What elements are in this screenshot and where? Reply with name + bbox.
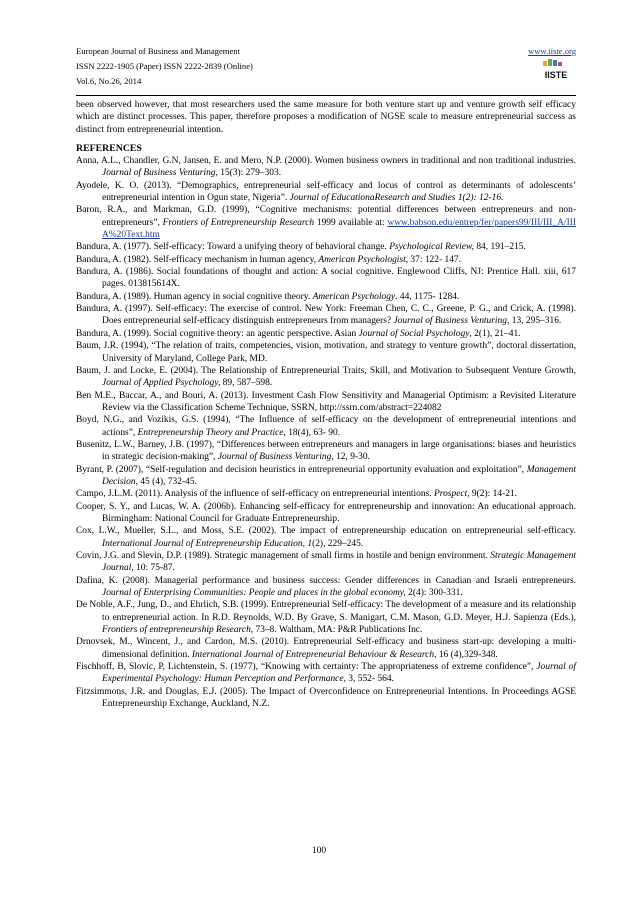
reference-details: , 3, 552- 564.	[343, 674, 394, 685]
reference-text: Bandura, A. (1986). Social foundations of thought and action: A social cognitive. Englewood Cliffs, NJ: Prentice Hall. xiii, 617 pages. 013815614X.	[76, 267, 576, 290]
reference-source: International Journal of Entrepreneurial Behaviour & Research	[191, 649, 435, 660]
reference-source: Journal of Business Venturing	[217, 452, 332, 463]
volume-line: Vol.6, No.26, 2014	[76, 76, 142, 86]
reference-details: , 13, 295–316.	[507, 316, 562, 327]
intro-paragraph: been observed however, that most researchers used the same measure for both venture start up and venture growth self efficacy which are distinct processes. This paper, therefore proposes a modification of NGSE scale to measure entrepreneurial success as distinct from entrepreneurial intention.	[76, 100, 576, 135]
reference-text: Covin, J.G. and Slevin, D.P. (1989). Strategic management of small firms in hostile and benign environment.	[76, 551, 491, 561]
reference-text: Cox, L.W., Mueller, S.L., and Moss, S.E. (2002). The impact of entrepreneurship education on entrepreneurial self-efficacy.	[76, 526, 576, 537]
page-header	[76, 44, 576, 89]
reference-text: Bandura, A. (1977). Self-efficacy: Toward a unifying theory of behavioral change.	[76, 242, 390, 253]
reference-details: , 37: 122- 147.	[405, 254, 462, 265]
reference-entry	[76, 155, 576, 180]
reference-entry	[76, 365, 576, 390]
reference-text: Byrant, P. (2007), “Self-regulation and decision heuristics in entrepreneurial opportunity evaluation and exploitation”,	[76, 464, 527, 475]
reference-entry	[76, 439, 576, 464]
reference-source: Psychological Review,	[389, 242, 474, 253]
reference-text: Fitzsimmons, J.R. and Douglas, E.J. (2005). The Impact of Overconfidence on Entrepreneurial Intentions. In Proceedings AGSE Entrepreneurship Exchange, Auckland, N.Z.	[76, 686, 576, 710]
reference-entry	[76, 180, 576, 205]
page-number: 100	[311, 846, 327, 856]
reference-source: Journal of Enterprising Communities: People and places in the global economy,	[102, 588, 406, 599]
reference-entry	[76, 254, 576, 266]
reference-text: Busenitz, L.W., Barney, J.B. (1997), “Differences between entrepreneurs and managers in large organisations: biases and heuristics in strategic decision-making”,	[76, 439, 576, 463]
reference-source: Entrepreneurship Theory and Practice	[137, 427, 284, 438]
reference-details: , 73–8. Waltham, MA: P&R Publications Inc.	[250, 625, 423, 636]
reference-source: Journal of Experimental Psychology: Human Perception and Performance	[102, 662, 577, 685]
reference-text: Anna, A.L., Chandler, G.N, Jansen, E. and Mero, N.P. (2000). Women business owners in traditional and non traditional industries.	[76, 156, 576, 166]
reference-entry	[76, 686, 576, 711]
reference-details: 15(3): 279–303.	[217, 168, 282, 179]
reference-entry	[76, 303, 576, 328]
reference-entry	[76, 464, 576, 489]
reference-entry	[76, 266, 576, 291]
references-list	[76, 155, 576, 710]
reference-text: Drnovsek, M., Wincent, J., and Cardon, M.S. (2010). Entrepreneurial Self-efficacy and business start-up: developing a multi-dimensional definition.	[76, 637, 576, 660]
reference-entry	[76, 414, 576, 439]
reference-source: Frontiers of entrepreneurship Research	[102, 625, 251, 636]
reference-entry	[76, 291, 576, 303]
issn-line: ISSN 2222-1905 (Paper) ISSN 2222-2839 (Online)	[76, 61, 253, 71]
reference-entry	[76, 340, 576, 365]
reference-details: , 45 (4), 732-45.	[135, 476, 197, 487]
iiste-logo-icon	[538, 58, 574, 84]
reference-text: Bandura, A. (1997). Self-efficacy: The exercise of control. New York: Freeman Chen, C. C., Greene, P. G., and Crick, A. (1998). Does entrepreneurial self-efficacy distinguish entrepreneurs from managers?	[76, 304, 576, 327]
reference-details: . 44, 1175- 1284.	[395, 291, 460, 302]
reference-text: Fischhoff, B, Slovic, P, Lichtenstein, S. (1977), “Knowing with certainty: The appropriateness of extreme confidence”,	[76, 662, 537, 673]
reference-details: 89, 587–598.	[220, 378, 273, 389]
reference-details: , 16 (4),329-348.	[434, 649, 498, 660]
reference-source: Frontiers of Entrepreneurship Research	[162, 217, 315, 228]
reference-text: Baum, J. and Locke, E. (2004). The Relationship of Entrepreneurial Traits, Skill, and Motivation to Subsequent Venture Growth,	[76, 365, 576, 376]
journal-url-link[interactable]: www.iiste.org	[528, 46, 576, 56]
reference-details: 10: 75-87.	[133, 563, 175, 574]
reference-entry	[76, 204, 576, 241]
reference-text: Bandura, A. (1999). Social cognitive theory: an agentic perspective. Asian	[76, 328, 359, 339]
reference-source: Journal of Business Venturing,	[102, 168, 218, 179]
journal-name: European Journal of Business and Management	[76, 46, 240, 56]
reference-entry	[76, 599, 576, 636]
reference-text: Boyd, N.G., and Vozikis, G.S. (1994), “The Influence of self-efficacy on the development of entrepreneurial intentions and actions”,	[76, 415, 576, 438]
reference-details: , 12, 9-30.	[331, 452, 370, 463]
reference-entry	[76, 661, 576, 686]
reference-text: Baum, J.R. (1994), “The relation of traits, competencies, vision, motivation, and strategy to venture growth”, doctoral dissertation, University of Maryland, College Park, MD.	[76, 341, 576, 364]
reference-source: International Journal of Entrepreneurship Education, 1	[102, 538, 313, 549]
reference-source: American Psychology	[312, 291, 396, 302]
reference-details: , 18(4), 63- 90.	[283, 427, 341, 438]
reference-text: Bandura, A. (1982). Self-efficacy mechanism in human agency,	[76, 254, 319, 265]
reference-text: Dafina, K. (2008). Managerial performance and business success: Gender differences in Canadian and Israeli entrepreneurs.	[76, 575, 576, 586]
reference-entry	[76, 636, 576, 661]
reference-text: Campo, J.L.M. (2011). Analysis of the influence of self-efficacy on entrepreneurial intentions.	[76, 489, 434, 500]
reference-text: Baron, R.A., and Markman, G.D. (1999), “Cognitive mechanisms: potential differences between entrepreneurs and non-entrepreneurs”,	[76, 205, 576, 228]
reference-source: Journal of EducationaResearch and Studies 1(2): 12-16.	[289, 193, 504, 204]
reference-source: Management Decision	[102, 464, 576, 487]
reference-source: American Psychologist	[318, 254, 406, 265]
reference-text: De Noble, A.F., Jung, D., and Ehrlich, S.B. (1999). Entrepreneurial Self-efficacy: The development of a measure and its relationship to entrepreneurial action. In R.D. Reynolds, W.D. By Grave, S. Manigart, C.M. Mason, G.D. Meyer, H.J. Sapienza (Eds.),	[76, 600, 576, 623]
reference-entry	[76, 241, 576, 253]
reference-details: 84, 191–215.	[473, 242, 526, 253]
reference-text: Ben M.E., Baccar, A., and Bouri, A. (2013). Investment Cash Flow Sensitivity and Managerial Optimism: a Revisited Literature Review via the Classification Scheme Technique, SSRN, http://ssrn.com/abstract=224082	[76, 390, 576, 413]
reference-source: Journal of Business Venturing	[393, 316, 507, 327]
reference-text: Bandura, A. (1989). Human agency in social cognitive theory.	[76, 291, 313, 302]
reference-entry	[76, 575, 576, 600]
reference-link[interactable]: www.babson.edu/entrep/fer/papers99/III/III_A/IIIA%20Text.htm	[102, 217, 576, 241]
reference-entry	[76, 550, 576, 575]
reference-details: 9(2): 14-21.	[469, 489, 518, 500]
header-rule	[76, 95, 576, 96]
reference-source: Prospect,	[434, 489, 470, 500]
reference-entry	[76, 501, 576, 526]
references-heading: REFERENCES	[76, 143, 142, 154]
reference-entry	[76, 525, 576, 550]
reference-details: (2), 229–245.	[312, 538, 364, 549]
reference-source: Strategic Management Journal,	[102, 551, 576, 574]
reference-text: Ayodele, K. O. (2013). “Demographics, entrepreneurial self-efficacy and locus of control as determinants of adolescents’ entrepreneurial intention in Ogun state, Nigeria”.	[76, 180, 576, 204]
reference-details: 2(4): 300-331.	[405, 588, 463, 599]
reference-entry	[76, 390, 576, 415]
reference-text: Cooper, S. Y., and Lucas, W. A. (2006b). Enhancing self-efficacy for entrepreneurship and innovation: An educational approach. Birmingham: National Council for Graduate Entrepreneurship.	[76, 501, 576, 524]
logo-text: IISTE	[544, 70, 568, 80]
reference-entry	[76, 328, 576, 340]
reference-details: , 2(1), 21–41.	[469, 328, 521, 339]
reference-source: Journal of Applied Psychology,	[102, 378, 221, 389]
reference-entry	[76, 488, 576, 500]
reference-details: 1999 available at:	[314, 217, 388, 228]
reference-source: Journal of Social Psychology	[358, 328, 470, 339]
